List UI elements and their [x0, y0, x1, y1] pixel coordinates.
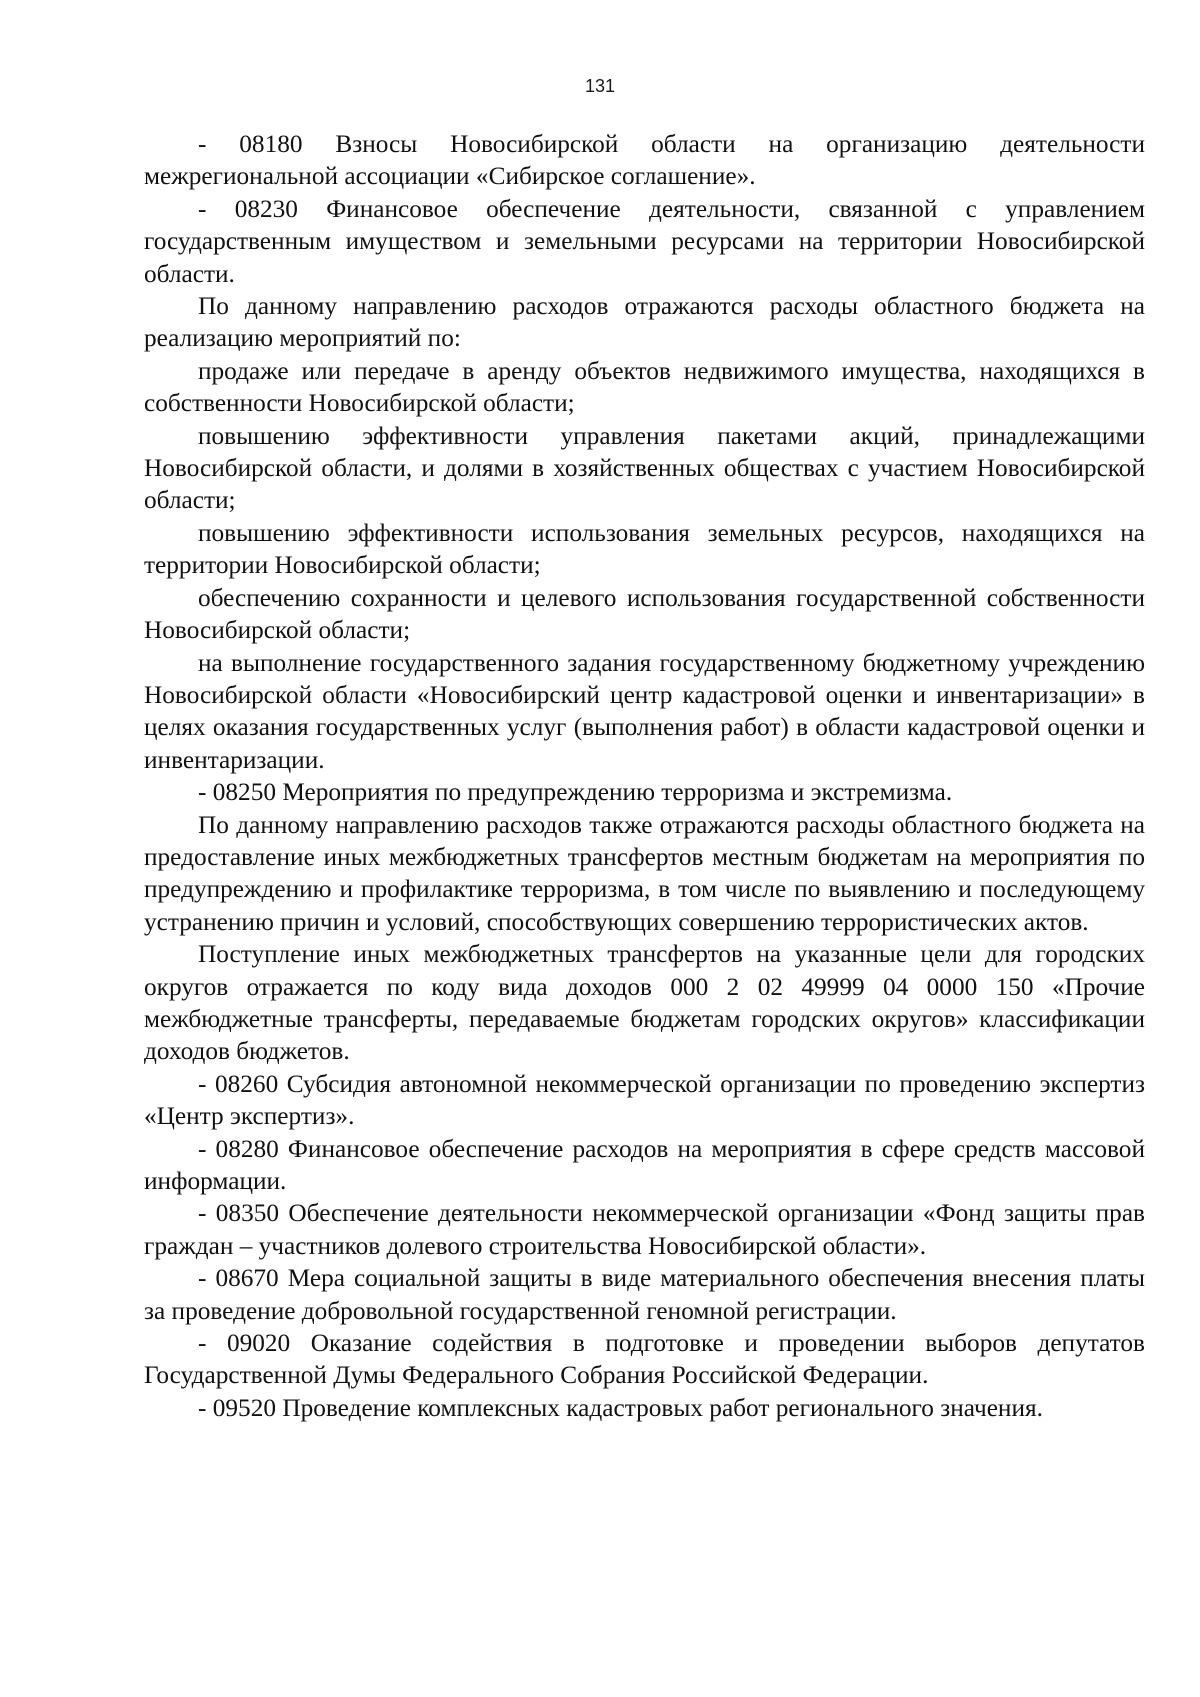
paragraph-08180: - 08180 Взносы Новосибирской области на организацию деятельности межрегиональной ассоциации «Сибирское соглашение». [144, 130, 1145, 191]
paragraph-09020: - 09020 Оказание содействия в подготовке и проведении выборов депутатов Государственной Думы Федерального Собрания Российской Федерации. [144, 1329, 1145, 1390]
list-item-shares-management: повышению эффективности управления пакетами акций, принадлежащими Новосибирской области, и долями в хозяйственных обществах с участием Новосибирской области; [144, 421, 1145, 515]
paragraph-08250: - 08250 Мероприятия по предупреждению терроризма и экстремизма. [198, 778, 953, 807]
page-number: 131 [584, 76, 616, 96]
list-item-state-assignment: на выполнение государственного задания государственному бюджетному учреждению Новосибирской области «Новосибирский центр кадастровой оценки и инвентаризации» в целях оказания государственных услуг (выполнения работ) в области кадастровой оценки и инвентаризации. [144, 648, 1145, 774]
paragraph-08280: - 08280 Финансовое обеспечение расходов на мероприятия в сфере средств массовой информации. [144, 1134, 1145, 1195]
list-item-land-resources: повышению эффективности использования земельных ресурсов, находящихся на территории Новосибирской области; [144, 518, 1145, 580]
paragraph-08260: - 08260 Субсидия автономной некоммерческой организации по проведению экспертиз «Центр экспертиз». [144, 1069, 1145, 1131]
paragraph-08230: - 08230 Финансовое обеспечение деятельности, связанной с управлением государственным имуществом и земельными ресурсами на территории Новосибирской области. [144, 194, 1145, 288]
paragraph-terrorism-transfers: По данному направлению расходов также отражаются расходы областного бюджета на предоставление иных межбюджетных трансфертов местным бюджетам на мероприятия по предупреждению и профилактике терроризма, в том числе по выявлению и последующему устранению причин и условий, способствующих совершению террористических актов. [144, 810, 1145, 936]
paragraph-09520: - 09520 Проведение комплексных кадастровых работ регионального значения. [198, 1393, 1043, 1422]
paragraph-08670: - 08670 Мера социальной защиты в виде материального обеспечения внесения платы за проведение добровольной государственной геномной регистрации. [144, 1264, 1145, 1325]
paragraph-08350: - 08350 Обеспечение деятельности некоммерческой организации «Фонд защиты прав граждан – участников долевого строительства Новосибирской области». [144, 1199, 1145, 1260]
document-body [144, 128, 1145, 1424]
paragraph-expenses-intro: По данному направлению расходов отражаются расходы областного бюджета на реализацию мероприятий по: [144, 292, 1145, 353]
paragraph-income-code: Поступление иных межбюджетных трансфертов на указанные цели для городских округов отражается по коду вида доходов 000 2 02 49999 04 0000 150 «Прочие межбюджетные трансферты, передаваемые бюджетам городских округов» классификации доходов бюджетов. [144, 940, 1145, 1066]
list-item-property-preservation: обеспечению сохранности и целевого использования государственной собственности Новосибирской области; [144, 583, 1145, 645]
list-item-sale-or-lease: продаже или передаче в аренду объектов недвижимого имущества, находящихся в собственности Новосибирской области; [144, 356, 1145, 418]
